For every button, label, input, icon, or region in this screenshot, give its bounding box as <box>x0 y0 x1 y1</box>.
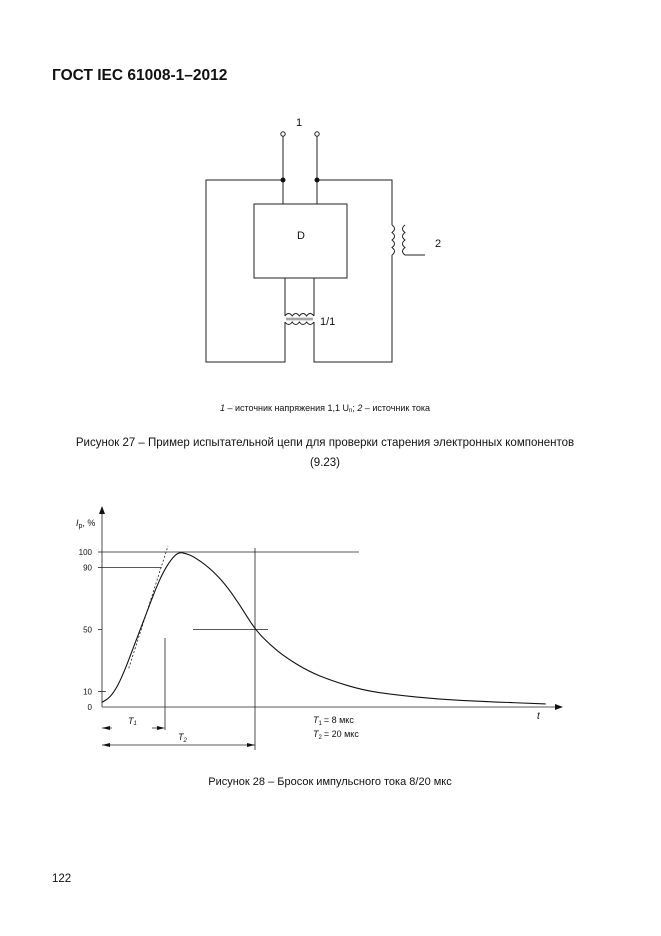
t2-param: $T_2 = 20$ мкс <box>313 729 359 741</box>
label-2: 2 <box>435 238 442 250</box>
circuit-diagram <box>206 132 425 362</box>
terminal-left <box>281 132 285 136</box>
junction-dot <box>315 178 320 183</box>
y-tick-label: 10 <box>83 687 92 697</box>
t2-marker-label: $T_2$ <box>178 732 187 744</box>
block-label: D <box>297 230 305 242</box>
impulse-curve <box>102 553 546 704</box>
terminal-right <box>315 132 319 136</box>
t1-param: $T_1 = 8$ мкс <box>313 715 354 727</box>
y-tick-label: 50 <box>83 625 92 635</box>
transformer-winding-bottom <box>285 322 314 325</box>
x-axis-label: t <box>537 711 540 722</box>
inductor-primary <box>392 225 395 255</box>
y-tick-label: 0 <box>87 703 92 712</box>
figure27-caption-ref: (9.23) <box>309 457 341 469</box>
y-tick-label: 100 <box>78 548 92 557</box>
t1-marker-label: T1 <box>128 716 137 727</box>
transformer-winding-top <box>285 314 314 317</box>
y-tick-label: 90 <box>83 563 92 573</box>
inductor-secondary <box>403 225 426 255</box>
figure27-caption: Рисунок 27 – Пример испытательной цепи для проверки старения электронных компонентов <box>75 437 575 449</box>
figure27-legend: 1 – источник напряжения 1,1 Un; 2 – источник тока <box>219 403 431 414</box>
junction-dot <box>281 178 286 183</box>
document-header: ГОСТ IEC 61008-1–2012 <box>52 67 228 84</box>
figure28-caption: Рисунок 28 – Бросок импульсного тока 8/20 мкс <box>208 776 452 788</box>
x-axis-arrow <box>555 704 563 710</box>
label-1: 1 <box>296 117 303 129</box>
y-axis-arrow <box>99 506 105 514</box>
y-axis-label: $I_p$, % <box>76 518 96 530</box>
impulse-current-chart <box>79 506 563 750</box>
transformer-ratio: 1/1 <box>320 316 336 328</box>
page-number: 122 <box>52 873 72 885</box>
